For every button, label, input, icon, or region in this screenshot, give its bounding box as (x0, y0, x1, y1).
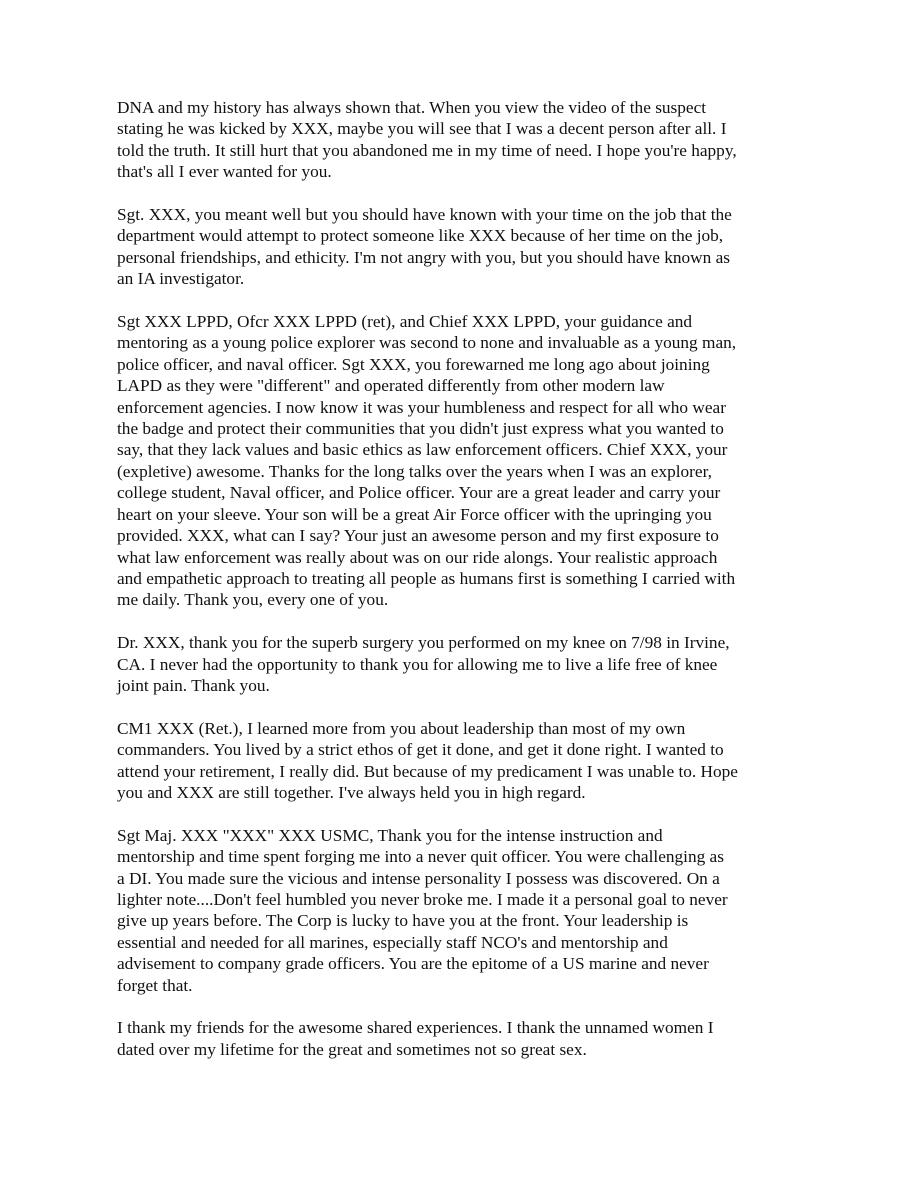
text-line: a DI. You made sure the vicious and intense personality I possess was discovered. On a (117, 868, 720, 888)
paragraph-spacer (117, 803, 797, 824)
text-line: and empathetic approach to treating all people as humans first is something I carried with (117, 568, 736, 588)
text-line: DNA and my history has always shown that. When you view the video of the suspect (117, 98, 707, 117)
paragraph-7 (117, 1017, 797, 1060)
text-line: mentoring as a young police explorer was second to none and invaluable as a young man, (117, 333, 737, 353)
text-line: Sgt. XXX, you meant well but you should have known with your time on the job that the (117, 205, 732, 225)
paragraph-spacer (117, 183, 797, 204)
text-line: commanders. You lived by a strict ethos of get it done, and get it done right. I wanted to (117, 740, 724, 760)
text-line: (expletive) awesome. Thanks for the long talks over the years when I was an explorer, (117, 461, 712, 481)
text-line: me daily. Thank you, every one of you. (117, 590, 389, 610)
text-line: provided. XXX, what can I say? Your just an awesome person and my first exposure to (117, 526, 719, 546)
paragraph-3 (117, 311, 797, 611)
paragraph-spacer (117, 611, 797, 632)
paragraph-spacer (117, 290, 797, 311)
text-line: mentorship and time spent forging me into a never quit officer. You were challenging as (117, 847, 724, 867)
text-line: CM1 XXX (Ret.), I learned more from you about leadership than most of my own (117, 718, 686, 738)
text-line: dated over my lifetime for the great and sometimes not so great sex. (117, 1039, 587, 1059)
text-line: that's all I ever wanted for you. (117, 162, 332, 182)
text-line: Sgt Maj. XXX "XXX" XXX USMC, Thank you for the intense instruction and (117, 825, 663, 845)
paragraph-2 (117, 204, 797, 290)
text-line: an IA investigator. (117, 269, 245, 289)
paragraph-spacer (117, 996, 797, 1017)
text-line: heart on your sleeve. Your son will be a great Air Force officer with the upringing you (117, 504, 712, 524)
text-line: CA. I never had the opportunity to thank you for allowing me to live a life free of knee (117, 654, 718, 674)
paragraph-1 (117, 97, 797, 183)
text-line: essential and needed for all marines, especially staff NCO's and mentorship and (117, 932, 668, 952)
document-body (117, 97, 797, 1060)
text-line: college student, Naval officer, and Police officer. Your are a great leader and carry your (117, 483, 721, 503)
text-line: what law enforcement was really about was on our ride alongs. Your realistic approach (117, 547, 718, 567)
text-line: give up years before. The Corp is lucky to have you at the front. Your leadership is (117, 911, 689, 931)
text-line: lighter note....Don't feel humbled you never broke me. I made it a personal goal to never (117, 889, 728, 909)
text-line: stating he was kicked by XXX, maybe you will see that I was a decent person after all. I (117, 119, 727, 139)
text-line: advisement to company grade officers. You are the epitome of a US marine and never (117, 954, 709, 974)
text-line: the badge and protect their communities that you didn't just express what you wanted to (117, 419, 724, 439)
text-line: enforcement agencies. I now know it was your humbleness and respect for all who wear (117, 397, 726, 417)
paragraph-5 (117, 718, 797, 804)
text-line: attend your retirement, I really did. But because of my predicament I was unable to. Hope (117, 761, 738, 781)
text-line: department would attempt to protect someone like XXX because of her time on the job, (117, 226, 724, 246)
paragraph-spacer (117, 696, 797, 717)
paragraph-6 (117, 825, 797, 996)
text-line: forget that. (117, 975, 193, 995)
text-line: I thank my friends for the awesome shared experiences. I thank the unnamed women I (117, 1018, 714, 1038)
text-line: told the truth. It still hurt that you abandoned me in my time of need. I hope you're happy, (117, 140, 737, 160)
text-line: Sgt XXX LPPD, Ofcr XXX LPPD (ret), and Chief XXX LPPD, your guidance and (117, 312, 693, 332)
text-line: you and XXX are still together. I've always held you in high regard. (117, 782, 586, 802)
text-line: personal friendships, and ethicity. I'm not angry with you, but you should have known as (117, 247, 730, 267)
text-line: joint pain. Thank you. (117, 675, 270, 695)
paragraph-4 (117, 632, 797, 696)
text-line: police officer, and naval officer. Sgt XXX, you forewarned me long ago about joining (117, 354, 710, 374)
text-line: say, that they lack values and basic ethics as law enforcement officers. Chief XXX, your (117, 440, 728, 460)
text-line: LAPD as they were "different" and operated differently from other modern law (117, 376, 665, 396)
text-line: Dr. XXX, thank you for the superb surgery you performed on my knee on 7/98 in Irvine, (117, 633, 730, 653)
